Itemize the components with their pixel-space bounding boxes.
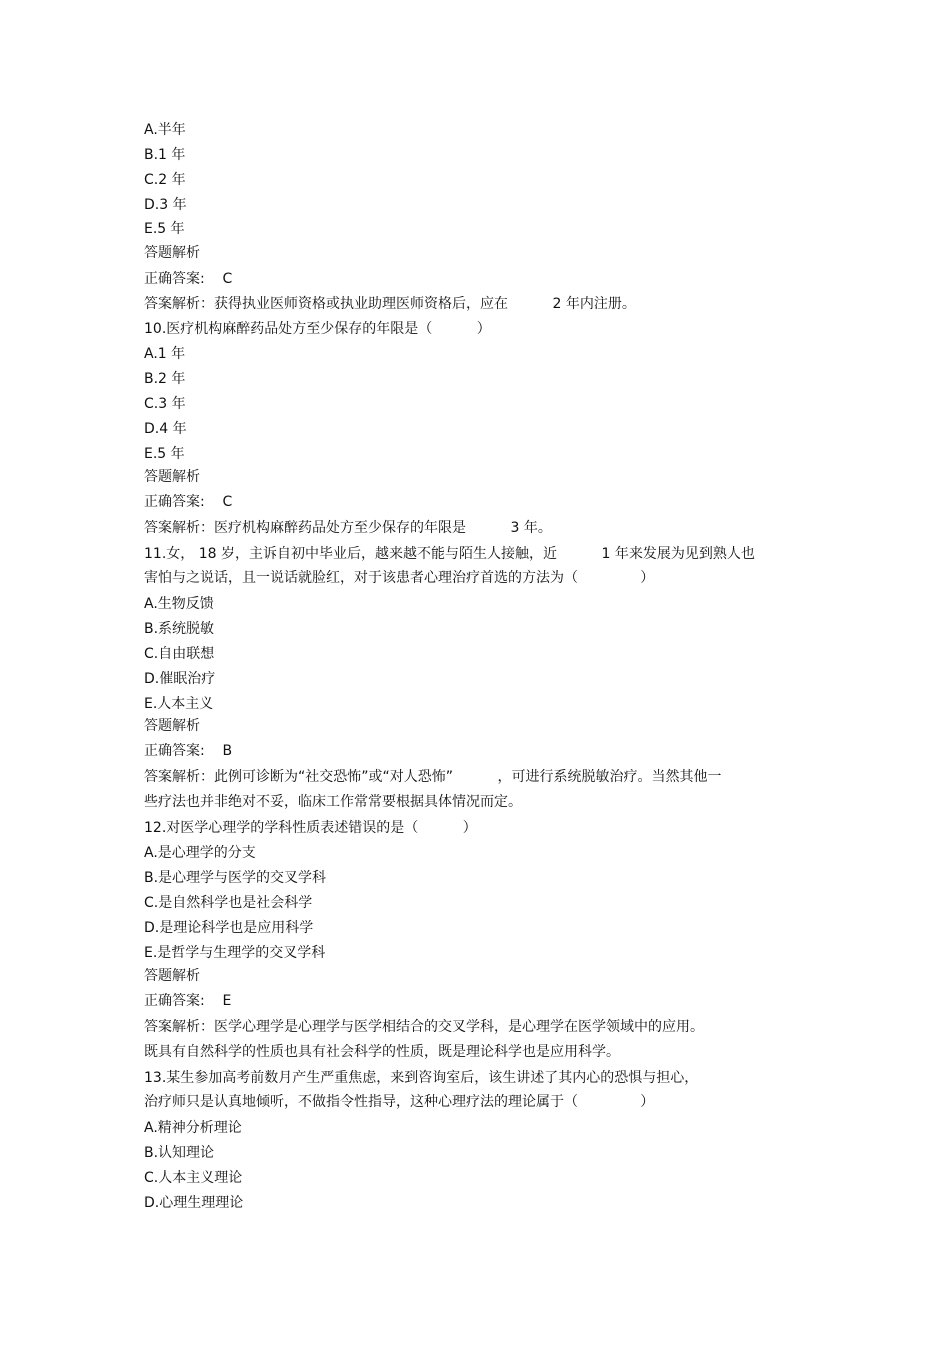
q10-correct-answer: 正确答案: C [144,494,233,510]
q9-option-e: E.5 年 [144,221,185,237]
q12-option-c: C.是自然科学也是社会科学 [144,895,313,911]
q9-option-b: B.1 年 [144,147,186,163]
q12-option-d: D.是理论科学也是应用科学 [144,920,314,936]
q12-explanation-line-2: 既具有自然科学的性质也具有社会科学的性质，既是理论科学也是应用科学。 [144,1044,620,1060]
q11-option-e: E.人本主义 [144,696,214,712]
q13-stem-line-1: 13.某生参加高考前数月产生严重焦虑，来到咨询室后，该生讲述了其内心的恐惧与担心， [144,1070,699,1086]
q12-option-e: E.是哲学与生理学的交叉学科 [144,945,326,961]
q11-explanation-line-1: 答案解析：此例可诊断为“社交恐怖”或“对人恐怖” ，可进行系统脱敏治疗。当然其他一 [144,769,722,785]
q13-option-c: C.人本主义理论 [144,1170,243,1186]
q9-option-c: C.2 年 [144,172,186,188]
q10-section-label: 答题解析 [144,469,200,485]
q10-stem-line-1: 10.医疗机构麻醉药品处方至少保存的年限是（ ） [144,321,491,337]
q11-stem-line-1: 11.女， 18 岁，主诉自初中毕业后，越来越不能与陌生人接触，近 1 年来发展为见到熟人也 [144,546,755,562]
q11-explanation-line-2: 些疗法也并非绝对不妥，临床工作常常要根据具体情况而定。 [144,794,522,810]
q10-explanation-line-1: 答案解析：医疗机构麻醉药品处方至少保存的年限是 3 年。 [144,520,552,536]
q9-option-d: D.3 年 [144,197,187,213]
q10-option-b: B.2 年 [144,371,186,387]
q12-stem-line-1: 12.对医学心理学的学科性质表述错误的是（ ） [144,820,477,836]
q12-correct-answer: 正确答案: E [144,993,232,1009]
q9-correct-answer: 正确答案: C [144,271,233,287]
q10-option-a: A.1 年 [144,346,186,362]
q9-explanation-line-1: 答案解析：获得执业医师资格或执业助理医师资格后，应在 2 年内注册。 [144,296,636,312]
q13-option-a: A.精神分析理论 [144,1120,242,1136]
q9-option-a: A.半年 [144,122,186,138]
q12-explanation-line-1: 答案解析：医学心理学是心理学与医学相结合的交叉学科，是心理学在医学领域中的应用。 [144,1019,704,1035]
q13-stem-line-2: 治疗师只是认真地倾听，不做指令性指导，这种心理疗法的理论属于（ ） [144,1094,655,1110]
q11-option-a: A.生物反馈 [144,596,214,612]
q11-section-label: 答题解析 [144,718,200,734]
q11-option-d: D.催眠治疗 [144,671,216,687]
q12-option-a: A.是心理学的分支 [144,845,256,861]
q10-option-e: E.5 年 [144,446,185,462]
q10-option-d: D.4 年 [144,421,187,437]
q11-option-c: C.自由联想 [144,646,215,662]
q11-option-b: B.系统脱敏 [144,621,215,637]
q11-correct-answer: 正确答案: B [144,743,233,759]
q13-option-b: B.认知理论 [144,1145,215,1161]
q12-option-b: B.是心理学与医学的交叉学科 [144,870,327,886]
q13-option-d: D.心理生理理论 [144,1195,244,1211]
q9-section-label: 答题解析 [144,245,200,261]
q12-section-label: 答题解析 [144,968,200,984]
q11-stem-line-2: 害怕与之说话，且一说话就脸红，对于该患者心理治疗首选的方法为（ ） [144,570,655,586]
q10-option-c: C.3 年 [144,396,186,412]
